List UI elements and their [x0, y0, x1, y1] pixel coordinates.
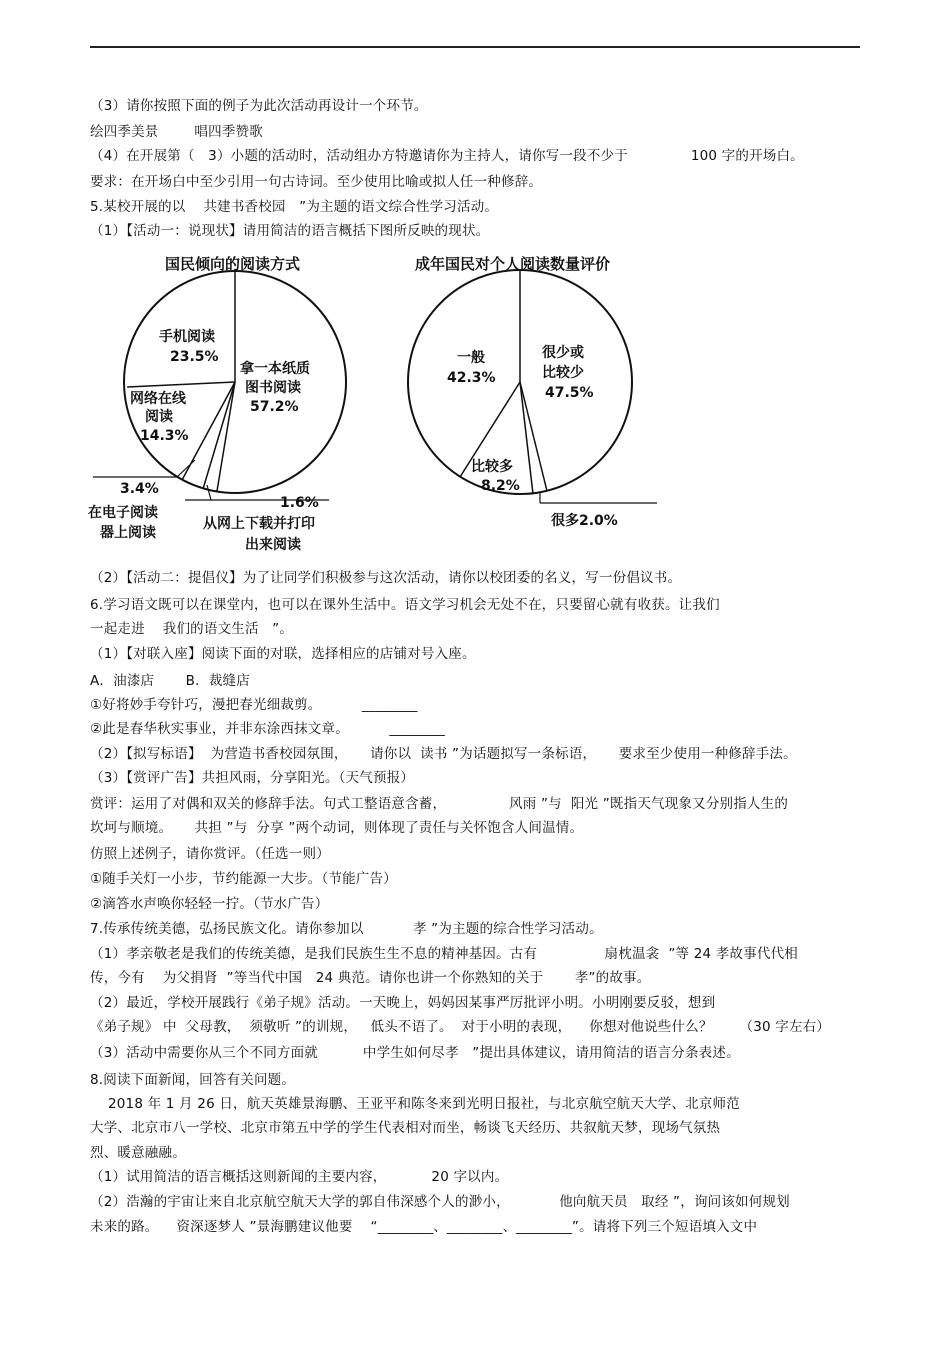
chart-2-label: 比较少 — [542, 365, 584, 381]
chart-2-divider — [520, 382, 533, 494]
chart-2-label: 比较多 — [471, 459, 513, 475]
text-line: 仿照上述例子，请你赏评。（任选一则） — [90, 846, 330, 862]
chart-1-divider — [127, 382, 235, 387]
text-line: 一起走进 我们的语文生活 ”。 — [90, 621, 294, 637]
text-line: ①随手关灯一小步，节约能源一大步。（节能广告） — [90, 871, 397, 887]
question-8-title: 8.阅读下面新闻，回答有关问题。 — [90, 1072, 296, 1088]
text-line: （1）【对联入座】阅读下面的对联，选择相应的店铺对号入座。 — [90, 646, 476, 662]
chart-2-label: 很多2.0% — [551, 513, 618, 529]
pie-charts — [85, 245, 675, 565]
text-line: （1）【活动一：说现状】请用简洁的语言概括下图所反映的现状。 — [90, 223, 490, 239]
text-line: （3）活动中需要你从三个不同方面就 中学生如何尽孝 ”提出具体建议，请用简洁的语言分条表述。 — [90, 1045, 740, 1061]
text-line: （1）试用简洁的语言概括这则新闻的主要内容， 20 字以内。 — [90, 1169, 509, 1185]
text-line: ①好将妙手夸针巧，漫把春光细裁剪。 ________ — [90, 697, 418, 713]
chart-2-title: 成年国民对个人阅读数量评价 — [415, 255, 611, 273]
chart-1-label: 阅读 — [145, 409, 173, 425]
chart-1-pie — [124, 271, 346, 493]
text-line: （2）【拟写标语】 为营造书香校园氛围， 请你以 读书 ”为话题拟写一条标语， 要求至少使用一种修辞手法。 — [90, 746, 797, 762]
chart-2-divider — [520, 382, 547, 491]
text-line: 要求：在开场白中至少引用一句古诗词。至少使用比喻或拟人任一种修辞。 — [90, 174, 543, 190]
chart-1-label: 出来阅读 — [245, 537, 301, 553]
text-line: （2）【活动二：提倡仪】为了让同学们积极参与这次活动，请你以校团委的名义，写一份倡议书。 — [90, 570, 682, 586]
chart-1-label: 从网上下载并打印 — [203, 516, 315, 532]
text-line: 2018 年 1 月 26 日，航天英雄景海鹏、王亚平和陈冬来到光明日报社，与北京航空航天大学、北京师范 — [90, 1096, 740, 1112]
text-line: 烈、暖意融融。 — [90, 1145, 186, 1161]
chart-1-label: 网络在线 — [130, 391, 186, 407]
chart-1-label: 器上阅读 — [100, 525, 156, 541]
chart-1-value: 1.6% — [280, 495, 319, 511]
text-line: 赏评：运用了对偶和双关的修辞手法。句式工整语意含蓄， 风雨 ”与 阳光 ”既指天气现象又分别指人生的 — [90, 796, 789, 812]
chart-1-title: 国民倾向的阅读方式 — [165, 255, 301, 273]
chart-2-value: 42.3% — [447, 370, 496, 386]
leader-line — [177, 460, 195, 477]
leader-line — [207, 485, 211, 500]
chart-2-value: 8.2% — [481, 478, 520, 494]
chart-1-value: 14.3% — [140, 428, 189, 444]
text-line: 大学、北京市八一学校、北京市第五中学的学生代表相对而坐，畅谈飞天经历、共叙航天梦，现场气氛热 — [90, 1120, 721, 1136]
chart-2-label: 一般 — [457, 350, 485, 366]
text-line: 《弟子规》 中 父母教， 须敬听 ”的训规， 低头不语了。 对于小明的表现， 你想对他说些什么？ （30 字左右） — [90, 1019, 831, 1035]
text-line: （2）最近，学校开展践行《弟子规》活动。一天晚上，妈妈因某事严厉批评小明。小明刚要反驳，想到 — [90, 995, 716, 1011]
text-line: （3）【赏评广告】共担风雨，分享阳光。（天气预报） — [90, 770, 415, 786]
text-line: A．油漆店 B．裁缝店 — [90, 673, 250, 689]
chart-1-label: 拿一本纸质 — [240, 361, 310, 377]
text-line: 绘四季美景 唱四季赞歌 — [90, 124, 263, 140]
chart-1-label: 手机阅读 — [159, 329, 215, 345]
chart-1-value: 3.4% — [120, 481, 159, 497]
question-6-title: 6.学习语文既可以在课堂内，也可以在课外生活中。语文学习机会无处不在，只要留心就有收获。让我们 — [90, 597, 720, 613]
text-line: ②此是春华秋实事业，并非东涂西抹文章。 ________ — [90, 721, 445, 737]
question-5-title: 5.某校开展的以 共建书香校园 ”为主题的语文综合性学习活动。 — [90, 199, 499, 215]
chart-1-value: 57.2% — [250, 399, 299, 415]
text-line: （4）在开展第（ 3）小题的活动时，活动组办方特邀请你为主持人，请你写一段不少于 100 字的开场白。 — [90, 148, 804, 164]
question-7-title: 7.传承传统美德，弘扬民族文化。请你参加以 孝 ”为主题的综合性学习活动。 — [90, 921, 603, 937]
text-line: 传，今有 为父捐肾 ”等当代中国 24 典范。请你也讲一个你熟知的关于 孝”的故事。 — [90, 970, 651, 986]
chart-1-label: 在电子阅读 — [88, 505, 158, 521]
chart-2-value: 47.5% — [545, 385, 594, 401]
chart-1-value: 23.5% — [170, 349, 219, 365]
text-line: 未来的路。 资深逐梦人 ”景海鹏建议他要 “________、________、________”。请将下列三个短语填入文中 — [90, 1219, 758, 1235]
chart-2-label: 很少或 — [542, 345, 584, 361]
chart-1-divider — [203, 382, 235, 489]
text-line: 坎坷与顺境。 共担 ”与 分享 ”两个动词，则体现了责任与关怀饱含人间温情。 — [90, 820, 584, 836]
text-line: （3）请你按照下面的例子为此次活动再设计一个环节。 — [90, 98, 428, 114]
chart-2-pie — [408, 270, 632, 494]
chart-1-label: 图书阅读 — [245, 380, 301, 396]
text-line: ②滴答水声唤你轻轻一拧。（节水广告） — [90, 896, 329, 912]
header-rule — [90, 46, 860, 48]
text-line: （2）浩瀚的宇宙让来自北京航空航天大学的郭自伟深感个人的渺小， 他向航天员 取经 ”，询问该如何规划 — [90, 1194, 790, 1210]
text-line: （1）孝亲敬老是我们的传统美德，是我们民族生生不息的精神基因。古有 扇枕温衾 ”等 24 孝故事代代相 — [90, 946, 798, 962]
